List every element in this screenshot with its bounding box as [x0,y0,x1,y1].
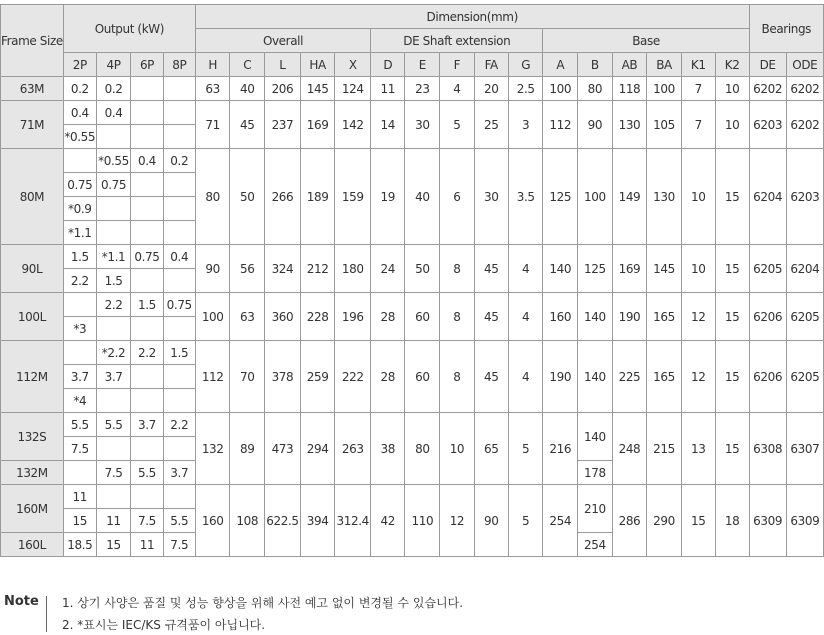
dimension-cell: 30 [405,101,440,149]
dimension-cell: 89 [230,413,265,485]
output-cell [63,293,96,317]
output-cell: 0.4 [96,101,131,125]
output-cell: *0.55 [63,125,96,149]
dimension-cell: 125 [578,245,613,293]
dimension-cell: 228 [300,293,335,341]
bearing-cell: 6309 [749,485,786,557]
output-cell: 0.75 [163,293,195,317]
dimension-cell: 90 [474,485,508,557]
col-header: H [195,53,230,77]
dimension-cell: 45 [230,101,265,149]
output-cell: *4 [63,389,96,413]
output-cell [63,149,96,173]
bearing-cell: 6203 [786,149,823,245]
dimension-cell: 3.5 [508,149,543,245]
bearing-cell: 6204 [749,149,786,245]
output-cell: 0.4 [163,245,195,269]
output-cell [96,437,131,461]
frame-size-cell: 80M [1,149,64,245]
col-header: AB [612,53,647,77]
dimension-cell: 222 [335,341,371,413]
dimension-cell: 145 [300,77,335,101]
dimension-cell: 12 [681,293,715,341]
output-cell: 2.2 [96,293,131,317]
col-header: G [508,53,543,77]
dimension-cell: 237 [265,101,301,149]
output-cell [131,485,163,509]
output-cell [131,317,163,341]
dimension-cell: 3 [508,101,543,149]
dimension-cell: 324 [265,245,301,293]
dimension-cell: 105 [647,101,682,149]
dimension-cell: 312.4 [335,485,371,557]
col-header: K2 [715,53,749,77]
dimension-cell: 63 [230,293,265,341]
output-cell [163,317,195,341]
output-cell [96,389,131,413]
frame-size-cell: 90L [1,245,64,293]
output-cell: 7.5 [131,509,163,533]
bearing-cell: 6309 [786,485,823,557]
dimension-cell: 169 [300,101,335,149]
output-cell: 1.5 [96,269,131,293]
dimension-cell: 165 [647,341,682,413]
dimension-cell: 149 [612,149,647,245]
dimension-cell: 108 [230,485,265,557]
frame-size-header: Frame Size [1,5,64,77]
col-header: E [405,53,440,77]
output-cell [131,173,163,197]
dimension-cell: 80 [578,77,613,101]
dimension-cell: 6 [440,149,474,245]
note-divider [46,596,47,632]
output-cell: 0.2 [163,149,195,173]
dimension-cell: 45 [474,341,508,413]
dimension-cell: 206 [265,77,301,101]
output-cell: 0.2 [63,77,96,101]
output-cell [96,221,131,245]
output-cell [131,437,163,461]
dimension-cell: 5 [508,485,543,557]
col-header: ODE [786,53,823,77]
frame-size-cell: 71M [1,101,64,149]
overall-header: Overall [195,29,370,53]
dimension-cell: 90 [195,245,230,293]
dimension-cell: 15 [715,293,749,341]
dimension-cell: 8 [440,293,474,341]
output-cell [96,317,131,341]
col-header: C [230,53,265,77]
table-row [1,101,824,125]
dimension-cell: 132 [195,413,230,485]
bearing-cell: 6205 [786,341,823,413]
output-cell [131,101,163,125]
dimension-cell: 190 [543,341,578,413]
dimension-cell: 7 [681,101,715,149]
output-cell: 0.75 [63,173,96,197]
bearing-cell: 6308 [749,413,786,485]
output-cell [131,365,163,389]
dimension-cell: 50 [230,149,265,245]
dimension-cell: 15 [715,413,749,485]
dimension-cell: 10 [681,149,715,245]
output-cell [96,125,131,149]
dimension-cell: 90 [578,101,613,149]
dimension-cell: 254 [543,485,578,557]
dimension-cell: 190 [612,293,647,341]
dimension-cell: 15 [681,485,715,557]
dimension-cell: 165 [647,293,682,341]
dimension-cell: 110 [405,485,440,557]
dimension-cell: 20 [474,77,508,101]
output-cell: 2.2 [63,269,96,293]
dimension-cell: 50 [405,245,440,293]
dimension-cell: 473 [265,413,301,485]
dimension-cell: 30 [474,149,508,245]
table-row [1,341,824,365]
output-cell: 5.5 [131,461,163,485]
output-cell: 11 [96,509,131,533]
dimension-cell: 140 [543,245,578,293]
output-cell: 3.7 [96,365,131,389]
dimension-cell: 15 [715,245,749,293]
output-cell [163,77,195,101]
output-cell [131,269,163,293]
table-row [1,413,824,437]
dimension-cell: 130 [647,149,682,245]
output-cell: 18.5 [63,533,96,557]
output-cell [163,125,195,149]
note-label: Note [4,594,39,609]
output-cell: 11 [63,485,96,509]
dimension-cell: 80 [195,149,230,245]
dimension-cell: 212 [300,245,335,293]
col-header: F [440,53,474,77]
dimension-cell: 5 [440,101,474,149]
dimension-cell: 140 [578,293,613,341]
col-header: HA [300,53,335,77]
dimension-cell: 24 [371,245,405,293]
output-cell: 3.7 [131,413,163,437]
dimension-cell: 100 [647,77,682,101]
dimension-cell: 160 [543,293,578,341]
dimension-cell: 40 [405,149,440,245]
output-cell: 3.7 [163,461,195,485]
dimension-cell: 63 [195,77,230,101]
frame-size-cell: 160L [1,533,64,557]
dimension-cell: 40 [230,77,265,101]
dimension-cell: 169 [612,245,647,293]
dimension-cell: 100 [578,149,613,245]
output-cell: 0.75 [96,173,131,197]
dimension-cell: 42 [371,485,405,557]
dimension-cell: 189 [300,149,335,245]
table-row [1,485,824,509]
output-cell: 0.75 [131,245,163,269]
dimension-cell: 160 [195,485,230,557]
dimension-cell: 196 [335,293,371,341]
dimension-cell: 140 [578,341,613,413]
note-line-2: 2. *표시는 IEC/KS 규격품이 아닙니다. [62,618,266,632]
table-row [1,149,824,173]
dimension-cell: 210 [578,485,613,533]
dimension-cell: 13 [681,413,715,485]
bearing-cell: 6206 [749,341,786,413]
dimension-cell: 60 [405,293,440,341]
frame-size-cell: 160M [1,485,64,533]
output-cell: 0.4 [63,101,96,125]
col-header: D [371,53,405,77]
bearing-cell: 6202 [786,101,823,149]
dimension-cell: 28 [371,341,405,413]
col-header: B [578,53,613,77]
col-header: BA [647,53,682,77]
dimension-cell: 65 [474,413,508,485]
output-cell: 0.4 [131,149,163,173]
dimension-cell: 10 [681,245,715,293]
output-cell: *0.55 [96,149,131,173]
output-cell [163,197,195,221]
dimension-cell: 378 [265,341,301,413]
dimension-cell: 360 [265,293,301,341]
dimension-cell: 19 [371,149,405,245]
output-cell [163,365,195,389]
dimension-cell: 10 [715,101,749,149]
frame-size-cell: 100L [1,293,64,341]
dimension-cell: 124 [335,77,371,101]
output-cell: 2.2 [163,413,195,437]
dimension-cell: 70 [230,341,265,413]
bearing-cell: 6203 [749,101,786,149]
output-cell [63,461,96,485]
output-header: Output (kW) [63,5,195,53]
output-cell [131,125,163,149]
bearing-cell: 6204 [786,245,823,293]
frame-size-cell: 63M [1,77,64,101]
output-cell [131,197,163,221]
output-cell [163,221,195,245]
shaft-header: DE Shaft extension [371,29,543,53]
output-cell [163,173,195,197]
output-cell [131,389,163,413]
dimension-cell: 294 [300,413,335,485]
col-header: 2P [63,53,96,77]
output-cell: 15 [96,533,131,557]
bearing-cell: 6307 [786,413,823,485]
output-cell: 15 [63,509,96,533]
output-cell: *0.9 [63,197,96,221]
dimension-cell: 100 [195,293,230,341]
bearings-header: Bearings [749,5,823,53]
dimension-cell: 10 [715,77,749,101]
dimension-cell: 118 [612,77,647,101]
output-cell: 7.5 [163,533,195,557]
dimension-cell: 180 [335,245,371,293]
base-header: Base [543,29,749,53]
dimension-cell: 159 [335,149,371,245]
dimension-cell: 100 [543,77,578,101]
dimension-cell: 25 [474,101,508,149]
dimension-cell: 23 [405,77,440,101]
dimension-cell: 10 [440,413,474,485]
dimension-cell: 254 [578,533,613,557]
output-cell [163,485,195,509]
dimension-cell: 11 [371,77,405,101]
output-cell: 5.5 [96,413,131,437]
dimension-cell: 215 [647,413,682,485]
dimension-cell: 15 [715,149,749,245]
dimension-cell: 286 [612,485,647,557]
dimension-cell: 8 [440,341,474,413]
output-cell [163,101,195,125]
dimension-cell: 15 [715,341,749,413]
dimension-cell: 130 [612,101,647,149]
output-cell: *1.1 [96,245,131,269]
dimension-cell: 28 [371,293,405,341]
output-cell: 2.2 [131,341,163,365]
output-cell: 11 [131,533,163,557]
col-header: FA [474,53,508,77]
dimension-cell: 5 [508,413,543,485]
output-cell: 3.7 [63,365,96,389]
dimension-cell: 45 [474,245,508,293]
dimension-cell: 45 [474,293,508,341]
col-header: X [335,53,371,77]
dimension-cell: 145 [647,245,682,293]
output-cell: 7.5 [96,461,131,485]
output-cell: 1.5 [131,293,163,317]
dimension-cell: 60 [405,341,440,413]
note-line-1: 1. 상기 사양은 품질 및 성능 향상을 위해 사전 예고 없이 변경될 수 있습니다. [62,596,464,610]
frame-size-cell: 132M [1,461,64,485]
dimension-cell: 140 [578,413,613,461]
dimension-cell: 12 [440,485,474,557]
dimension-cell: 7 [681,77,715,101]
dimension-cell: 80 [405,413,440,485]
output-cell [163,437,195,461]
output-cell: 0.2 [96,77,131,101]
bearing-cell: 6205 [749,245,786,293]
bearing-cell: 6202 [786,77,823,101]
output-cell: *2.2 [96,341,131,365]
output-cell [163,389,195,413]
col-header: L [265,53,301,77]
dimension-cell: 112 [543,101,578,149]
output-cell: 5.5 [63,413,96,437]
output-cell [131,77,163,101]
dimension-cell: 178 [578,461,613,485]
dimension-cell: 18 [715,485,749,557]
bearing-cell: 6205 [786,293,823,341]
dimension-cell: 142 [335,101,371,149]
dimension-cell: 56 [230,245,265,293]
bearing-cell: 6202 [749,77,786,101]
dimension-cell: 8 [440,245,474,293]
output-cell [131,221,163,245]
dimension-cell: 4 [440,77,474,101]
dimension-cell: 125 [543,149,578,245]
dimension-cell: 4 [508,293,543,341]
table-row [1,245,824,269]
col-header: 8P [163,53,195,77]
dimension-cell: 4 [508,341,543,413]
table-row [1,293,824,317]
dimension-cell: 2.5 [508,77,543,101]
dimension-table [0,4,824,557]
dimension-cell: 71 [195,101,230,149]
col-header: 4P [96,53,131,77]
output-cell [96,197,131,221]
col-header: DE [749,53,786,77]
dimension-cell: 263 [335,413,371,485]
output-cell [163,269,195,293]
table-row [1,77,824,101]
bearing-cell: 6206 [749,293,786,341]
output-cell [63,341,96,365]
dimension-cell: 248 [612,413,647,485]
dimension-cell: 266 [265,149,301,245]
output-cell: 5.5 [163,509,195,533]
output-cell: *1.1 [63,221,96,245]
dimension-cell: 259 [300,341,335,413]
dimension-cell: 622.5 [265,485,301,557]
output-cell: 1.5 [163,341,195,365]
output-cell: 1.5 [63,245,96,269]
dimension-cell: 112 [195,341,230,413]
col-header: A [543,53,578,77]
dimension-cell: 4 [508,245,543,293]
col-header: K1 [681,53,715,77]
dimension-cell: 12 [681,341,715,413]
frame-size-cell: 112M [1,341,64,413]
dimension-cell: 394 [300,485,335,557]
dimension-cell: 38 [371,413,405,485]
dimension-header: Dimension(mm) [195,5,749,29]
output-cell: 7.5 [63,437,96,461]
dimension-cell: 216 [543,413,578,485]
frame-size-cell: 132S [1,413,64,461]
col-header: 6P [131,53,163,77]
output-cell [96,485,131,509]
dimension-cell: 290 [647,485,682,557]
dimension-cell: 14 [371,101,405,149]
dimension-cell: 225 [612,341,647,413]
output-cell: *3 [63,317,96,341]
